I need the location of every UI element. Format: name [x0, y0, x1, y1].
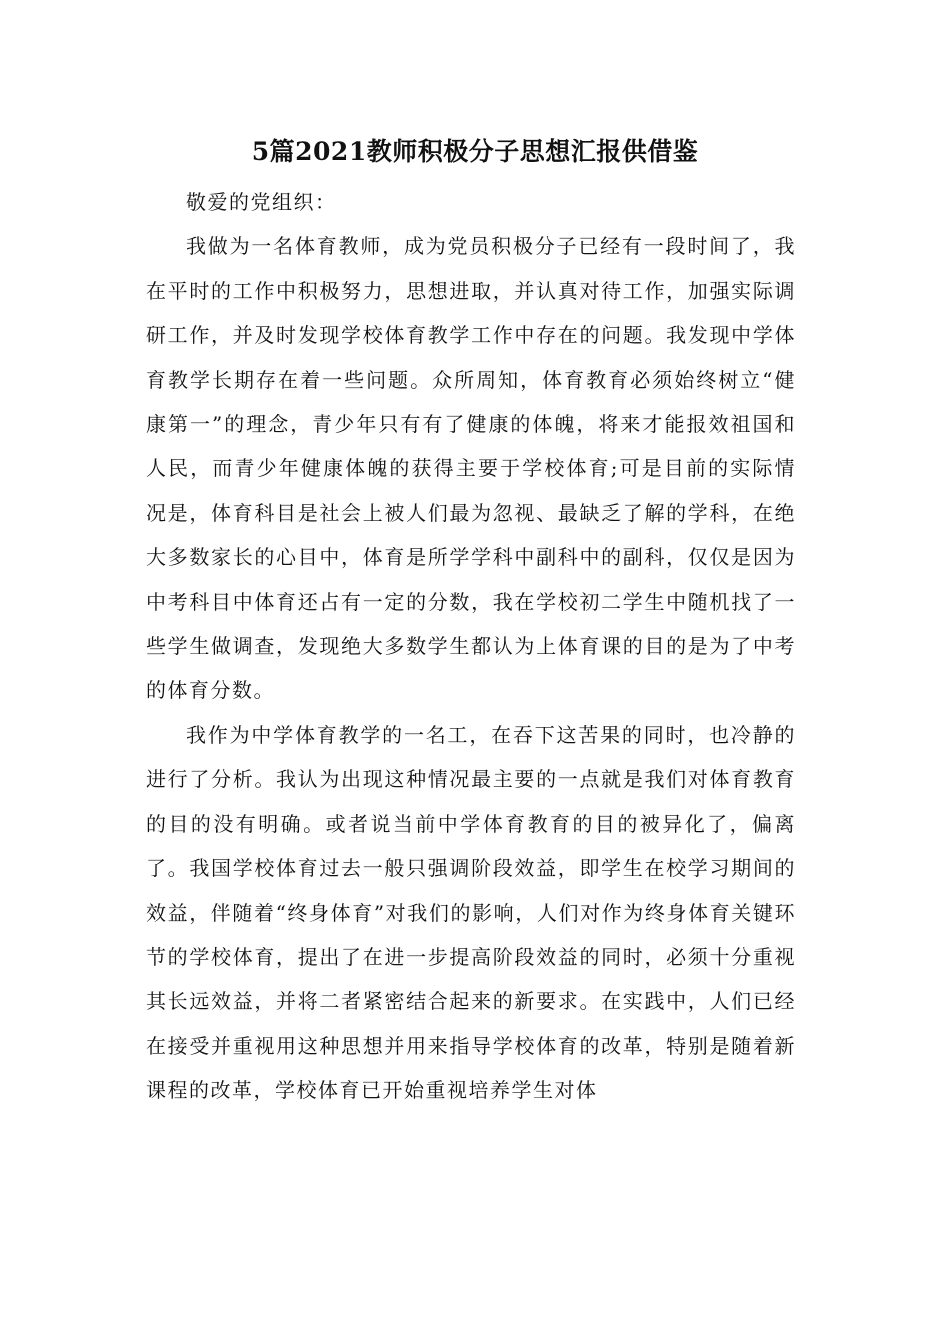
paragraph-2: 我作为中学体育教学的一名工，在吞下这苦果的同时，也冷静的进行了分析。我认为出现这种情况最主要的一点就是我们对体育教育的目的没有明确。或者说当前中学体育教育的目的被异化了，偏离了。我国学校体育过去一般只强调阶段效益，即学生在校学习期间的效益，伴随着“终身体育”对我们的影响，人们对作为终身体育关键环节的学校体育，提出了在进一步提高阶段效益的同时，必须十分重视其长远效益，并将二者紧密结合起来的新要求。在实践中，人们已经在接受并重视用这种思想并用来指导学校体育的改革，特别是随着新课程的改革，学校体育已开始重视培养学生对体	[146, 722, 796, 1103]
salutation: 敬爱的党组织：	[186, 190, 337, 214]
document-title: 5篇2021教师积极分子思想汇报供借鉴	[251, 137, 699, 166]
paragraph-1: 我做为一名体育教师，成为党员积极分子已经有一段时间了，我在平时的工作中积极努力，思想进取，并认真对待工作，加强实际调研工作，并及时发现学校体育教学工作中存在的问题。我发现中学体育教学长期存在着一些问题。众所周知，体育教育必须始终树立“健康第一”的理念，青少年只有有了健康的体魄，将来才能报效祖国和人民，而青少年健康体魄的获得主要于学校体育;可是目前的实际情况是，体育科目是社会上被人们最为忽视、最缺乏了解的学科，在绝大多数家长的心目中，体育是所学学科中副科中的副科，仅仅是因为中考科目中体育还占有一定的分数，我在学校初二学生中随机找了一些学生做调查，发现绝大多数学生都认为上体育课的目的是为了中考的体育分数。	[146, 234, 796, 703]
document-body	[146, 180, 796, 1113]
